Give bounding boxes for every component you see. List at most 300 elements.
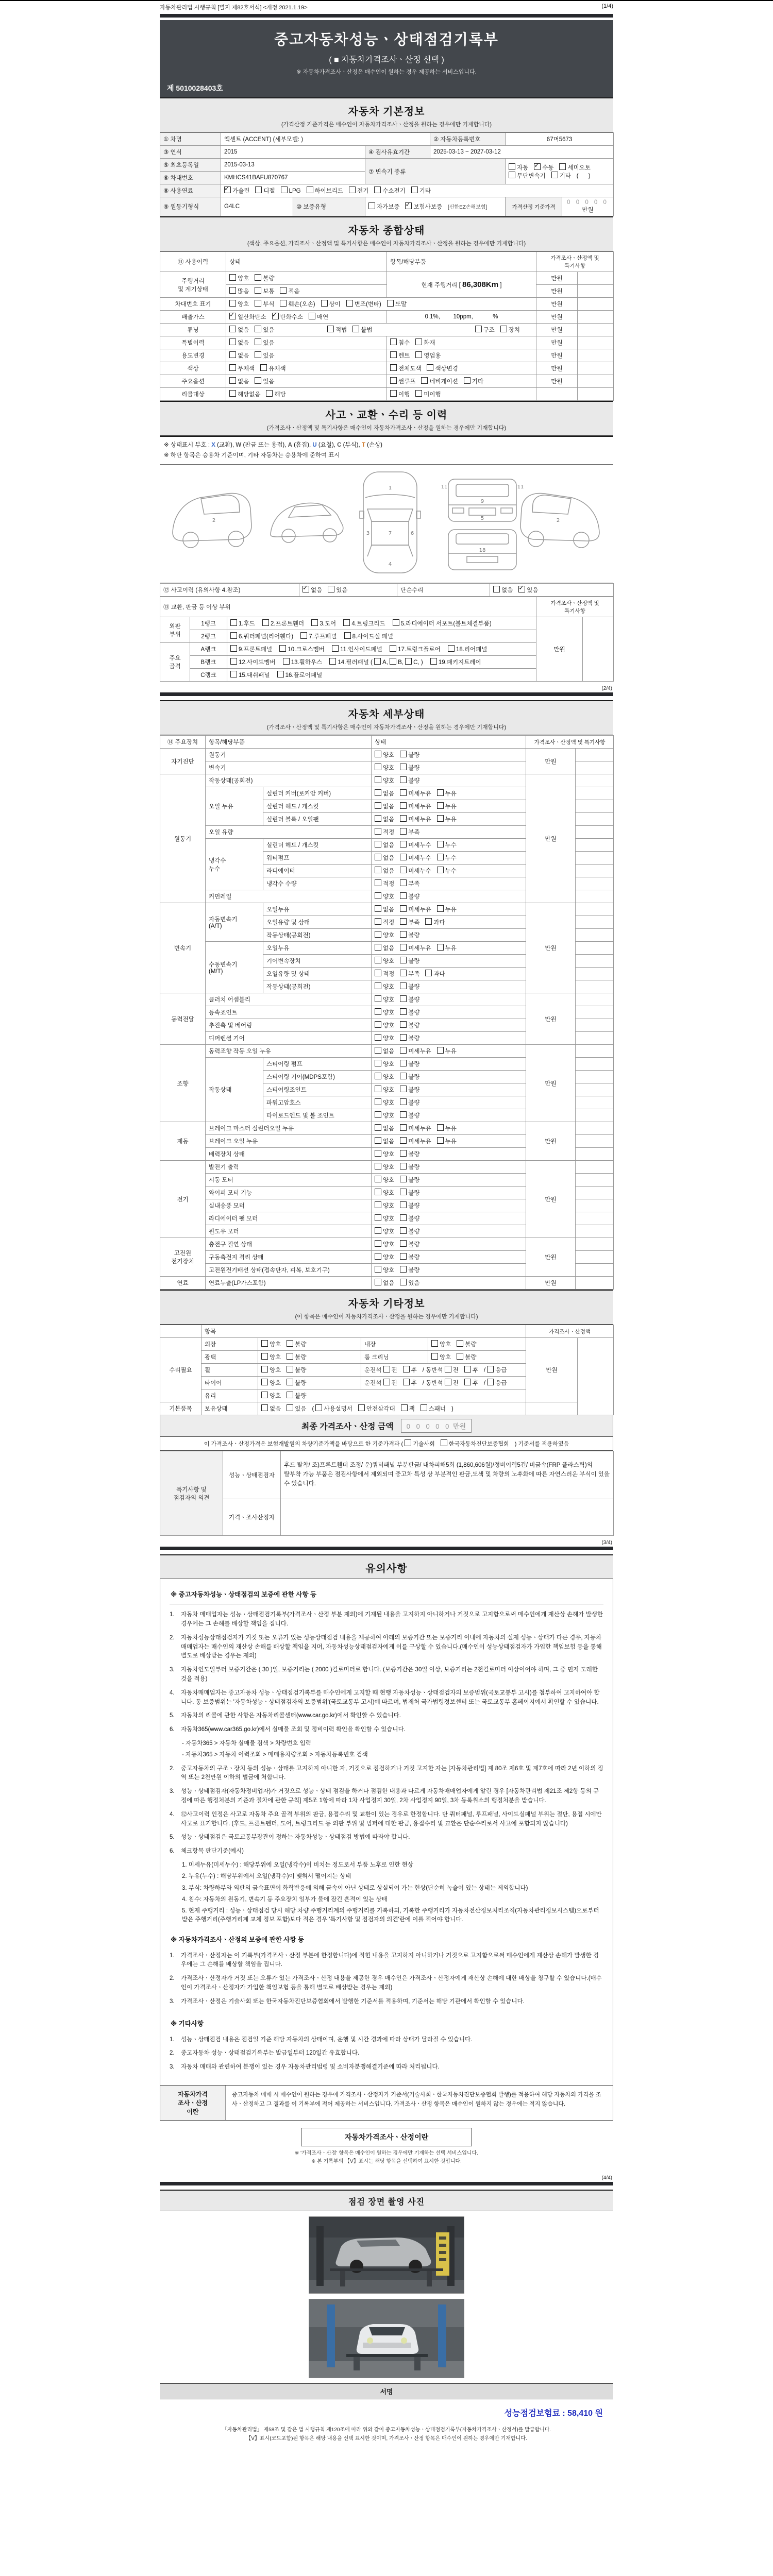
checkbox[interactable]: [405, 202, 412, 209]
checkbox[interactable]: [437, 789, 444, 796]
checkbox[interactable]: [262, 619, 269, 626]
checkbox[interactable]: [255, 377, 261, 384]
checkbox-option[interactable]: 누수: [437, 867, 457, 875]
checkbox[interactable]: [445, 1366, 451, 1372]
checkbox-option[interactable]: 9.프론트패널: [230, 645, 272, 653]
checkbox[interactable]: [229, 351, 236, 358]
checkbox[interactable]: [303, 586, 309, 592]
checkbox-option[interactable]: 양호: [375, 1073, 394, 1081]
checkbox-option[interactable]: ✓ 있음: [518, 586, 538, 594]
checkbox-option[interactable]: 양호: [375, 1086, 394, 1094]
checkbox[interactable]: [518, 586, 525, 592]
checkbox-option[interactable]: 있음: [255, 377, 274, 385]
checkbox-option[interactable]: 양호: [375, 957, 394, 965]
checkbox-option[interactable]: 없음: [375, 802, 394, 810]
checkbox[interactable]: [358, 1404, 365, 1411]
checkbox[interactable]: [445, 1379, 451, 1385]
checkbox[interactable]: [368, 202, 375, 209]
checkbox[interactable]: [431, 1353, 438, 1360]
checkbox-option[interactable]: 전: [383, 1366, 397, 1374]
checkbox-option[interactable]: 불량: [287, 1340, 306, 1348]
checkbox[interactable]: [255, 351, 261, 358]
checkbox[interactable]: [229, 338, 236, 345]
checkbox[interactable]: [230, 619, 237, 626]
checkbox[interactable]: [261, 1404, 268, 1411]
checkbox[interactable]: [383, 1379, 390, 1385]
checkbox-option[interactable]: 18.리어패널: [448, 645, 487, 653]
checkbox[interactable]: [400, 1124, 407, 1131]
checkbox[interactable]: [403, 1379, 410, 1385]
checkbox[interactable]: [375, 1008, 381, 1015]
checkbox-option[interactable]: 10.크로스멤버: [279, 645, 325, 653]
checkbox-option[interactable]: 불량: [287, 1379, 306, 1387]
checkbox-option[interactable]: 양호: [431, 1353, 451, 1361]
checkbox-option[interactable]: 영업용: [415, 351, 441, 360]
checkbox-option[interactable]: 잭: [401, 1404, 415, 1413]
checkbox[interactable]: [229, 377, 236, 384]
checkbox-option[interactable]: 불량: [400, 1240, 419, 1248]
checkbox[interactable]: [287, 1404, 293, 1411]
checkbox[interactable]: [411, 187, 418, 193]
checkbox-option[interactable]: 양호: [375, 1266, 394, 1274]
checkbox-option[interactable]: 수소전기: [374, 187, 405, 195]
checkbox[interactable]: [475, 326, 482, 332]
checkbox[interactable]: [415, 390, 422, 397]
checkbox-option[interactable]: 불량: [400, 1021, 419, 1029]
checkbox[interactable]: [437, 905, 444, 912]
checkbox-option[interactable]: 12.사이드멤버: [230, 658, 276, 666]
checkbox[interactable]: [375, 1124, 381, 1131]
checkbox[interactable]: [375, 995, 381, 1002]
checkbox[interactable]: [421, 377, 428, 384]
checkbox-option[interactable]: 유채색: [260, 364, 285, 372]
checkbox-option[interactable]: 양호: [375, 1227, 394, 1235]
checkbox[interactable]: [287, 1353, 293, 1360]
checkbox-option[interactable]: 구조: [475, 326, 495, 334]
checkbox[interactable]: [261, 1340, 268, 1347]
checkbox-option[interactable]: 16.플로어패널: [277, 671, 323, 679]
checkbox[interactable]: [400, 789, 407, 796]
checkbox[interactable]: [229, 326, 236, 332]
checkbox[interactable]: [375, 892, 381, 899]
checkbox-option[interactable]: ✓ 가솔린: [224, 187, 249, 195]
checkbox[interactable]: [400, 1176, 407, 1182]
checkbox-option[interactable]: 누유: [437, 905, 457, 913]
checkbox-option[interactable]: 양호: [375, 1150, 394, 1158]
checkbox[interactable]: [400, 905, 407, 912]
checkbox[interactable]: [437, 802, 444, 809]
checkbox-option[interactable]: 렌트: [390, 351, 410, 360]
checkbox[interactable]: [255, 300, 261, 307]
checkbox[interactable]: [375, 1163, 381, 1170]
checkbox-option[interactable]: LPG: [281, 187, 301, 194]
checkbox-option[interactable]: 화재: [415, 338, 435, 347]
checkbox[interactable]: [375, 1073, 381, 1079]
checkbox-option[interactable]: 양호: [375, 1111, 394, 1120]
checkbox-option[interactable]: 양호: [375, 1240, 394, 1248]
checkbox-option[interactable]: 불량: [400, 1214, 419, 1223]
checkbox[interactable]: [375, 1227, 381, 1234]
checkbox[interactable]: [500, 326, 507, 332]
checkbox[interactable]: [229, 364, 236, 371]
checkbox[interactable]: [534, 163, 541, 170]
checkbox[interactable]: [315, 1404, 322, 1411]
checkbox-option[interactable]: 미세누유: [400, 944, 431, 952]
checkbox-option[interactable]: 있음: [328, 586, 347, 594]
checkbox[interactable]: [343, 619, 350, 626]
checkbox-option[interactable]: 많음: [229, 287, 249, 295]
checkbox[interactable]: [375, 1137, 381, 1144]
checkbox[interactable]: [374, 658, 381, 665]
checkbox-option[interactable]: 색상변경: [427, 364, 458, 372]
checkbox-option[interactable]: ✓ 탄화수소: [272, 313, 303, 321]
checkbox[interactable]: [375, 982, 381, 989]
checkbox[interactable]: [283, 658, 290, 665]
checkbox[interactable]: [400, 1227, 407, 1234]
checkbox[interactable]: [329, 658, 336, 665]
checkbox-option[interactable]: 매연: [309, 313, 328, 321]
checkbox[interactable]: [375, 854, 381, 860]
checkbox[interactable]: [375, 905, 381, 912]
checkbox-option[interactable]: 양호: [375, 1189, 394, 1197]
checkbox-option[interactable]: 없음: [229, 338, 249, 347]
checkbox-option[interactable]: 전: [445, 1379, 459, 1387]
checkbox[interactable]: [375, 1240, 381, 1247]
checkbox[interactable]: [400, 995, 407, 1002]
checkbox[interactable]: [375, 1150, 381, 1157]
checkbox-option[interactable]: 누유: [437, 789, 457, 798]
checkbox[interactable]: [390, 338, 397, 345]
checkbox-option[interactable]: 불량: [457, 1353, 476, 1361]
checkbox-option[interactable]: 양호: [375, 1214, 394, 1223]
checkbox[interactable]: [400, 751, 407, 757]
checkbox-option[interactable]: ✓ 없음: [303, 586, 322, 594]
checkbox[interactable]: [400, 841, 407, 848]
checkbox-option[interactable]: 미세누유: [400, 905, 431, 913]
checkbox-option[interactable]: 불량: [400, 995, 419, 1004]
checkbox-option[interactable]: 11.인사이드패널: [332, 645, 382, 653]
checkbox[interactable]: [375, 751, 381, 757]
checkbox-option[interactable]: 도말: [387, 300, 407, 308]
checkbox[interactable]: [309, 313, 315, 319]
checkbox[interactable]: [230, 671, 237, 677]
checkbox-option[interactable]: 상이: [321, 300, 341, 308]
checkbox-option[interactable]: 부족: [400, 918, 419, 926]
checkbox[interactable]: [255, 326, 261, 332]
checkbox[interactable]: [375, 957, 381, 963]
checkbox-option[interactable]: 한국자동차진단보증협회: [441, 1439, 509, 1448]
checkbox[interactable]: [487, 1366, 494, 1372]
checkbox[interactable]: [327, 326, 334, 332]
checkbox-option[interactable]: 불량: [255, 274, 274, 282]
checkbox-option[interactable]: 전기: [349, 187, 368, 195]
checkbox[interactable]: [400, 1034, 407, 1041]
checkbox-option[interactable]: 양호: [375, 1163, 394, 1171]
checkbox-option[interactable]: 불량: [400, 1176, 419, 1184]
checkbox[interactable]: [311, 619, 318, 626]
checkbox-option[interactable]: 불량: [400, 957, 419, 965]
checkbox-option[interactable]: 3.도어: [311, 619, 336, 628]
checkbox[interactable]: [400, 1201, 407, 1208]
checkbox[interactable]: [375, 1098, 381, 1105]
checkbox-option[interactable]: 없음: [375, 841, 394, 849]
checkbox[interactable]: [261, 1379, 268, 1385]
checkbox[interactable]: [464, 377, 470, 384]
checkbox[interactable]: [375, 867, 381, 873]
checkbox[interactable]: [346, 300, 353, 307]
checkbox[interactable]: [400, 1047, 407, 1054]
checkbox-option[interactable]: 양호: [261, 1353, 281, 1361]
checkbox-option[interactable]: 미세누수: [400, 867, 431, 875]
checkbox-option[interactable]: 후: [464, 1366, 478, 1374]
checkbox[interactable]: [400, 982, 407, 989]
checkbox-option[interactable]: 불량: [287, 1353, 306, 1361]
checkbox[interactable]: [400, 1008, 407, 1015]
checkbox-option[interactable]: 기타: [551, 172, 571, 180]
checkbox[interactable]: [427, 364, 433, 371]
checkbox-option[interactable]: 없음: [375, 944, 394, 952]
checkbox[interactable]: [437, 1137, 444, 1144]
checkbox-option[interactable]: 불량: [400, 1111, 419, 1120]
checkbox-option[interactable]: 양호: [229, 274, 249, 282]
checkbox-option[interactable]: 불량: [287, 1392, 306, 1400]
checkbox[interactable]: [431, 1340, 438, 1347]
checkbox-option[interactable]: 없음: [261, 1404, 281, 1413]
checkbox[interactable]: [464, 1366, 471, 1372]
checkbox[interactable]: [400, 1279, 407, 1285]
checkbox-option[interactable]: 적법: [327, 326, 347, 334]
checkbox[interactable]: [400, 1253, 407, 1260]
checkbox-option[interactable]: 장치: [500, 326, 520, 334]
checkbox-option[interactable]: 5.라디에이터 서포트(볼트체결부품): [393, 619, 492, 628]
checkbox-option[interactable]: 불량: [400, 1150, 419, 1158]
checkbox[interactable]: [390, 364, 397, 371]
checkbox-option[interactable]: 19.패키지트레이: [430, 658, 481, 666]
checkbox-option[interactable]: 부식: [255, 300, 274, 308]
checkbox-option[interactable]: 양호: [375, 776, 394, 785]
checkbox-option[interactable]: 불량: [400, 892, 419, 901]
checkbox[interactable]: [457, 1353, 463, 1360]
checkbox[interactable]: [415, 351, 422, 358]
checkbox[interactable]: [375, 764, 381, 770]
checkbox-option[interactable]: 없음: [229, 377, 249, 385]
checkbox-option[interactable]: 불량: [400, 1034, 419, 1042]
checkbox[interactable]: [400, 892, 407, 899]
checkbox-option[interactable]: 자동: [509, 163, 528, 172]
checkbox-option[interactable]: 누유: [437, 802, 457, 810]
checkbox[interactable]: [390, 658, 396, 665]
checkbox-option[interactable]: 14.필러패널 ( A, B, C, ): [329, 658, 423, 666]
checkbox[interactable]: [375, 1201, 381, 1208]
checkbox-option[interactable]: 불량: [400, 1227, 419, 1235]
checkbox[interactable]: [400, 867, 407, 873]
checkbox[interactable]: [390, 390, 397, 397]
checkbox-option[interactable]: 미세누유: [400, 815, 431, 823]
checkbox-option[interactable]: 있음: [400, 1279, 419, 1287]
checkbox[interactable]: [261, 1366, 268, 1372]
checkbox-option[interactable]: 안전삼각대: [358, 1404, 395, 1413]
checkbox-option[interactable]: 4.트렁크리드: [343, 619, 385, 628]
checkbox-option[interactable]: 하이브리드: [307, 187, 344, 195]
checkbox[interactable]: [230, 658, 237, 665]
checkbox[interactable]: [551, 172, 558, 178]
checkbox[interactable]: [400, 828, 407, 835]
checkbox-option[interactable]: 불량: [287, 1366, 306, 1374]
checkbox-option[interactable]: 기술사회: [405, 1439, 435, 1448]
checkbox[interactable]: [287, 1392, 293, 1398]
checkbox[interactable]: [400, 1266, 407, 1273]
checkbox-option[interactable]: 기타: [411, 187, 431, 195]
checkbox-option[interactable]: 없음: [375, 1124, 394, 1132]
checkbox-option[interactable]: 없음: [375, 1279, 394, 1287]
checkbox[interactable]: [229, 300, 236, 307]
checkbox[interactable]: [279, 645, 286, 652]
checkbox[interactable]: [390, 645, 396, 652]
checkbox-option[interactable]: 썬루프: [390, 377, 415, 385]
checkbox-option[interactable]: 누수: [437, 854, 457, 862]
checkbox[interactable]: [400, 1073, 407, 1079]
checkbox-option[interactable]: 있음: [287, 1404, 306, 1413]
checkbox-option[interactable]: 전: [445, 1366, 459, 1374]
checkbox[interactable]: [457, 1340, 463, 1347]
checkbox[interactable]: [437, 1124, 444, 1131]
checkbox[interactable]: [405, 1439, 411, 1446]
checkbox-option[interactable]: 네비게이션: [421, 377, 458, 385]
checkbox[interactable]: [332, 645, 339, 652]
checkbox-option[interactable]: 자가보증: [368, 202, 399, 211]
checkbox-option[interactable]: 무채색: [229, 364, 255, 372]
checkbox-option[interactable]: 불량: [400, 982, 419, 991]
checkbox-option[interactable]: 없음: [493, 586, 513, 594]
checkbox[interactable]: [400, 1086, 407, 1092]
checkbox[interactable]: [375, 970, 381, 976]
checkbox-option[interactable]: 불량: [400, 1253, 419, 1261]
checkbox[interactable]: [261, 1392, 268, 1398]
checkbox-option[interactable]: 7.루프패널: [300, 632, 337, 640]
checkbox[interactable]: [230, 645, 237, 652]
checkbox[interactable]: [321, 300, 328, 307]
checkbox[interactable]: [375, 1034, 381, 1041]
checkbox[interactable]: [261, 1353, 268, 1360]
checkbox-option[interactable]: ✓ 일산화탄소: [229, 313, 266, 321]
checkbox-option[interactable]: 6.쿼터패널(리어휀다): [230, 632, 293, 640]
checkbox[interactable]: [375, 828, 381, 835]
checkbox-option[interactable]: 양호: [375, 1060, 394, 1068]
checkbox[interactable]: [375, 841, 381, 848]
checkbox-option[interactable]: 없음: [375, 854, 394, 862]
checkbox-option[interactable]: 미세누수: [400, 841, 431, 849]
checkbox[interactable]: [375, 1214, 381, 1221]
checkbox-option[interactable]: 양호: [375, 1201, 394, 1210]
checkbox-option[interactable]: 양호: [375, 1008, 394, 1016]
checkbox[interactable]: [441, 1439, 447, 1446]
checkbox-option[interactable]: 누유: [437, 1124, 457, 1132]
checkbox-option[interactable]: 없음: [375, 815, 394, 823]
checkbox[interactable]: [400, 776, 407, 783]
checkbox[interactable]: [400, 815, 407, 822]
checkbox[interactable]: [400, 957, 407, 963]
checkbox-option[interactable]: 이행: [390, 390, 410, 398]
checkbox-option[interactable]: 양호: [261, 1379, 281, 1387]
checkbox[interactable]: [400, 1137, 407, 1144]
checkbox[interactable]: [437, 1047, 444, 1054]
checkbox-option[interactable]: 불량: [400, 1163, 419, 1171]
checkbox[interactable]: [375, 1266, 381, 1273]
checkbox-option[interactable]: 해당: [266, 390, 285, 398]
checkbox-option[interactable]: 무단변속기: [509, 172, 546, 180]
checkbox-option[interactable]: 미이행: [415, 390, 441, 398]
checkbox[interactable]: [352, 326, 359, 332]
checkbox-option[interactable]: 미세누유: [400, 1124, 431, 1132]
checkbox-option[interactable]: 양호: [375, 982, 394, 991]
checkbox[interactable]: [375, 1111, 381, 1118]
checkbox-option[interactable]: 있음: [255, 326, 274, 334]
checkbox[interactable]: [255, 187, 262, 193]
checkbox-option[interactable]: 불량: [400, 1201, 419, 1210]
checkbox[interactable]: [390, 351, 397, 358]
checkbox[interactable]: [403, 1366, 410, 1372]
checkbox[interactable]: [400, 931, 407, 938]
checkbox[interactable]: [375, 1176, 381, 1182]
checkbox[interactable]: [487, 1379, 494, 1385]
checkbox-option[interactable]: 불량: [400, 1060, 419, 1068]
checkbox-option[interactable]: 양호: [375, 751, 394, 759]
checkbox-option[interactable]: 있음: [255, 338, 274, 347]
checkbox[interactable]: [400, 970, 407, 976]
checkbox-option[interactable]: 불량: [457, 1340, 476, 1348]
checkbox-option[interactable]: 없음: [375, 1047, 394, 1055]
checkbox[interactable]: [280, 287, 287, 294]
checkbox-option[interactable]: 누유: [437, 944, 457, 952]
checkbox-option[interactable]: 불량: [400, 1086, 419, 1094]
checkbox[interactable]: [400, 944, 407, 951]
checkbox-option[interactable]: 불량: [400, 764, 419, 772]
checkbox-option[interactable]: 응급: [487, 1379, 507, 1387]
checkbox-option[interactable]: 누유: [437, 815, 457, 823]
checkbox[interactable]: [400, 1189, 407, 1195]
checkbox[interactable]: [375, 802, 381, 809]
checkbox[interactable]: [425, 918, 432, 925]
checkbox-option[interactable]: 양호: [375, 931, 394, 939]
checkbox[interactable]: [421, 1404, 427, 1411]
checkbox-option[interactable]: 미세누수: [400, 854, 431, 862]
checkbox[interactable]: [400, 918, 407, 925]
checkbox-option[interactable]: 적정: [375, 918, 394, 926]
checkbox-option[interactable]: 양호: [375, 995, 394, 1004]
checkbox[interactable]: [375, 931, 381, 938]
checkbox[interactable]: [400, 802, 407, 809]
checkbox-option[interactable]: 불법: [352, 326, 372, 334]
checkbox-option[interactable]: 양호: [375, 1098, 394, 1107]
checkbox[interactable]: [307, 187, 313, 193]
checkbox-option[interactable]: 13.휠하우스: [283, 658, 322, 666]
checkbox[interactable]: [344, 632, 351, 639]
checkbox[interactable]: [260, 364, 267, 371]
checkbox[interactable]: [400, 879, 407, 886]
checkbox-option[interactable]: 양호: [375, 1253, 394, 1261]
checkbox-option[interactable]: 2.프론트휀더: [262, 619, 304, 628]
checkbox-option[interactable]: 없음: [375, 905, 394, 913]
checkbox-option[interactable]: 세미오토: [559, 163, 590, 172]
checkbox-option[interactable]: 양호: [375, 1021, 394, 1029]
checkbox-option[interactable]: 불량: [400, 776, 419, 785]
checkbox[interactable]: [400, 1150, 407, 1157]
checkbox[interactable]: [437, 815, 444, 822]
checkbox-option[interactable]: ✓ 보험사보증: [405, 202, 442, 211]
checkbox-option[interactable]: 후: [403, 1366, 417, 1374]
checkbox-option[interactable]: 전: [383, 1379, 397, 1387]
checkbox-option[interactable]: 양호: [261, 1366, 281, 1374]
